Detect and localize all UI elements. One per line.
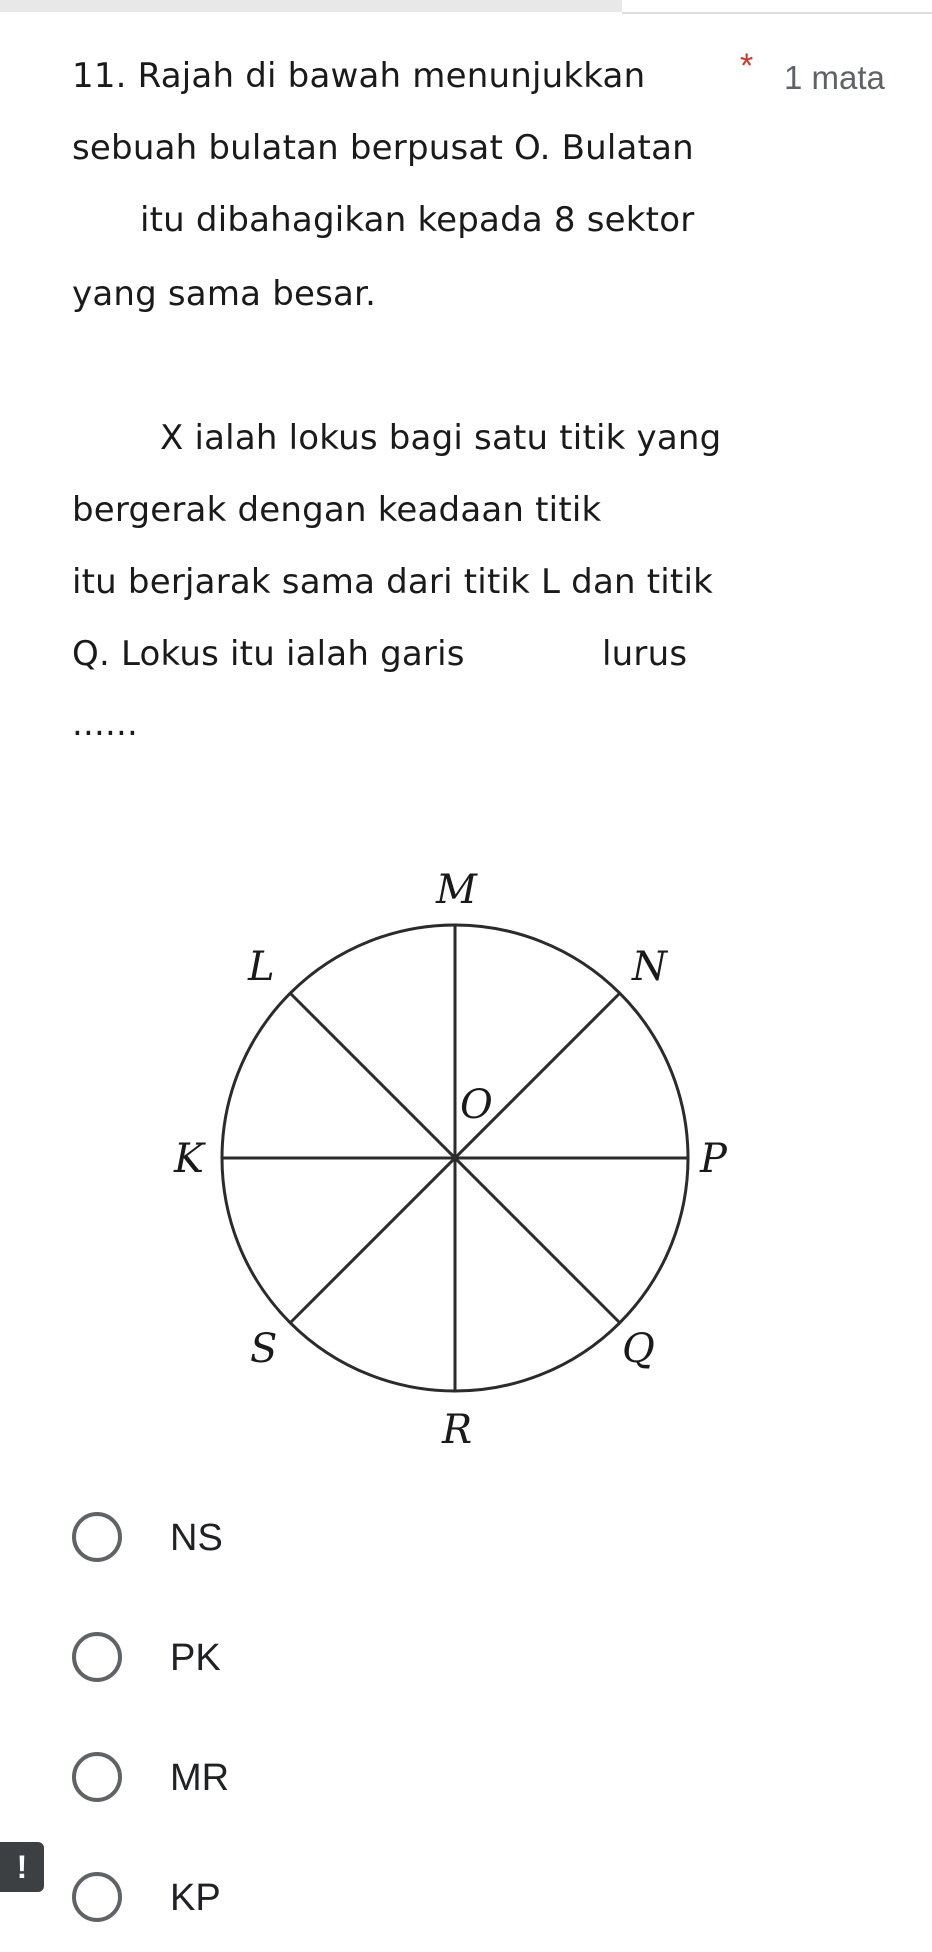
- circle-figure: [160, 850, 760, 1450]
- question-line: itu dibahagikan kepada 8 sektor: [140, 200, 695, 240]
- points-label: 1 mata: [784, 59, 885, 96]
- question-line: Q. Lokus itu ialah garis: [72, 634, 465, 674]
- option-kp[interactable]: [70, 1866, 570, 1936]
- label-K: K: [174, 1136, 204, 1182]
- option-pk[interactable]: [70, 1626, 570, 1696]
- radio-button[interactable]: [72, 1512, 122, 1562]
- radio-button[interactable]: [72, 1872, 122, 1922]
- option-label: PK: [170, 1637, 221, 1679]
- option-label: MR: [170, 1757, 230, 1799]
- question-line: sebuah bulatan berpusat O. Bulatan: [72, 128, 694, 168]
- label-P: P: [700, 1136, 727, 1182]
- option-ns[interactable]: [70, 1506, 570, 1576]
- progress-bar-fill: [0, 0, 622, 12]
- question-line: 11. Rajah di bawah menunjukkan: [72, 56, 646, 96]
- radio-button[interactable]: [72, 1752, 122, 1802]
- question-line: lurus: [602, 634, 688, 674]
- label-O: O: [460, 1082, 493, 1128]
- label-Q: Q: [622, 1326, 655, 1372]
- alert-icon[interactable]: !: [0, 1842, 44, 1892]
- label-L: L: [248, 944, 275, 990]
- question-line: X ialah lokus bagi satu titik yang: [160, 418, 722, 458]
- option-label: KP: [170, 1877, 221, 1919]
- option-mr[interactable]: [70, 1746, 570, 1816]
- label-R: R: [442, 1407, 473, 1450]
- option-label: NS: [170, 1517, 223, 1559]
- question-line: yang sama besar.: [72, 274, 377, 314]
- progress-bar: [0, 0, 932, 14]
- required-marker: *: [740, 47, 754, 85]
- label-N: N: [632, 944, 667, 990]
- progress-bar-track: [622, 12, 932, 14]
- question-line: ......: [72, 704, 139, 744]
- question-line: itu berjarak sama dari titik L dan titik: [72, 562, 713, 602]
- label-S: S: [250, 1326, 278, 1372]
- radio-button[interactable]: [72, 1632, 122, 1682]
- question-line: bergerak dengan keadaan titik: [72, 490, 602, 530]
- label-M: M: [436, 867, 477, 913]
